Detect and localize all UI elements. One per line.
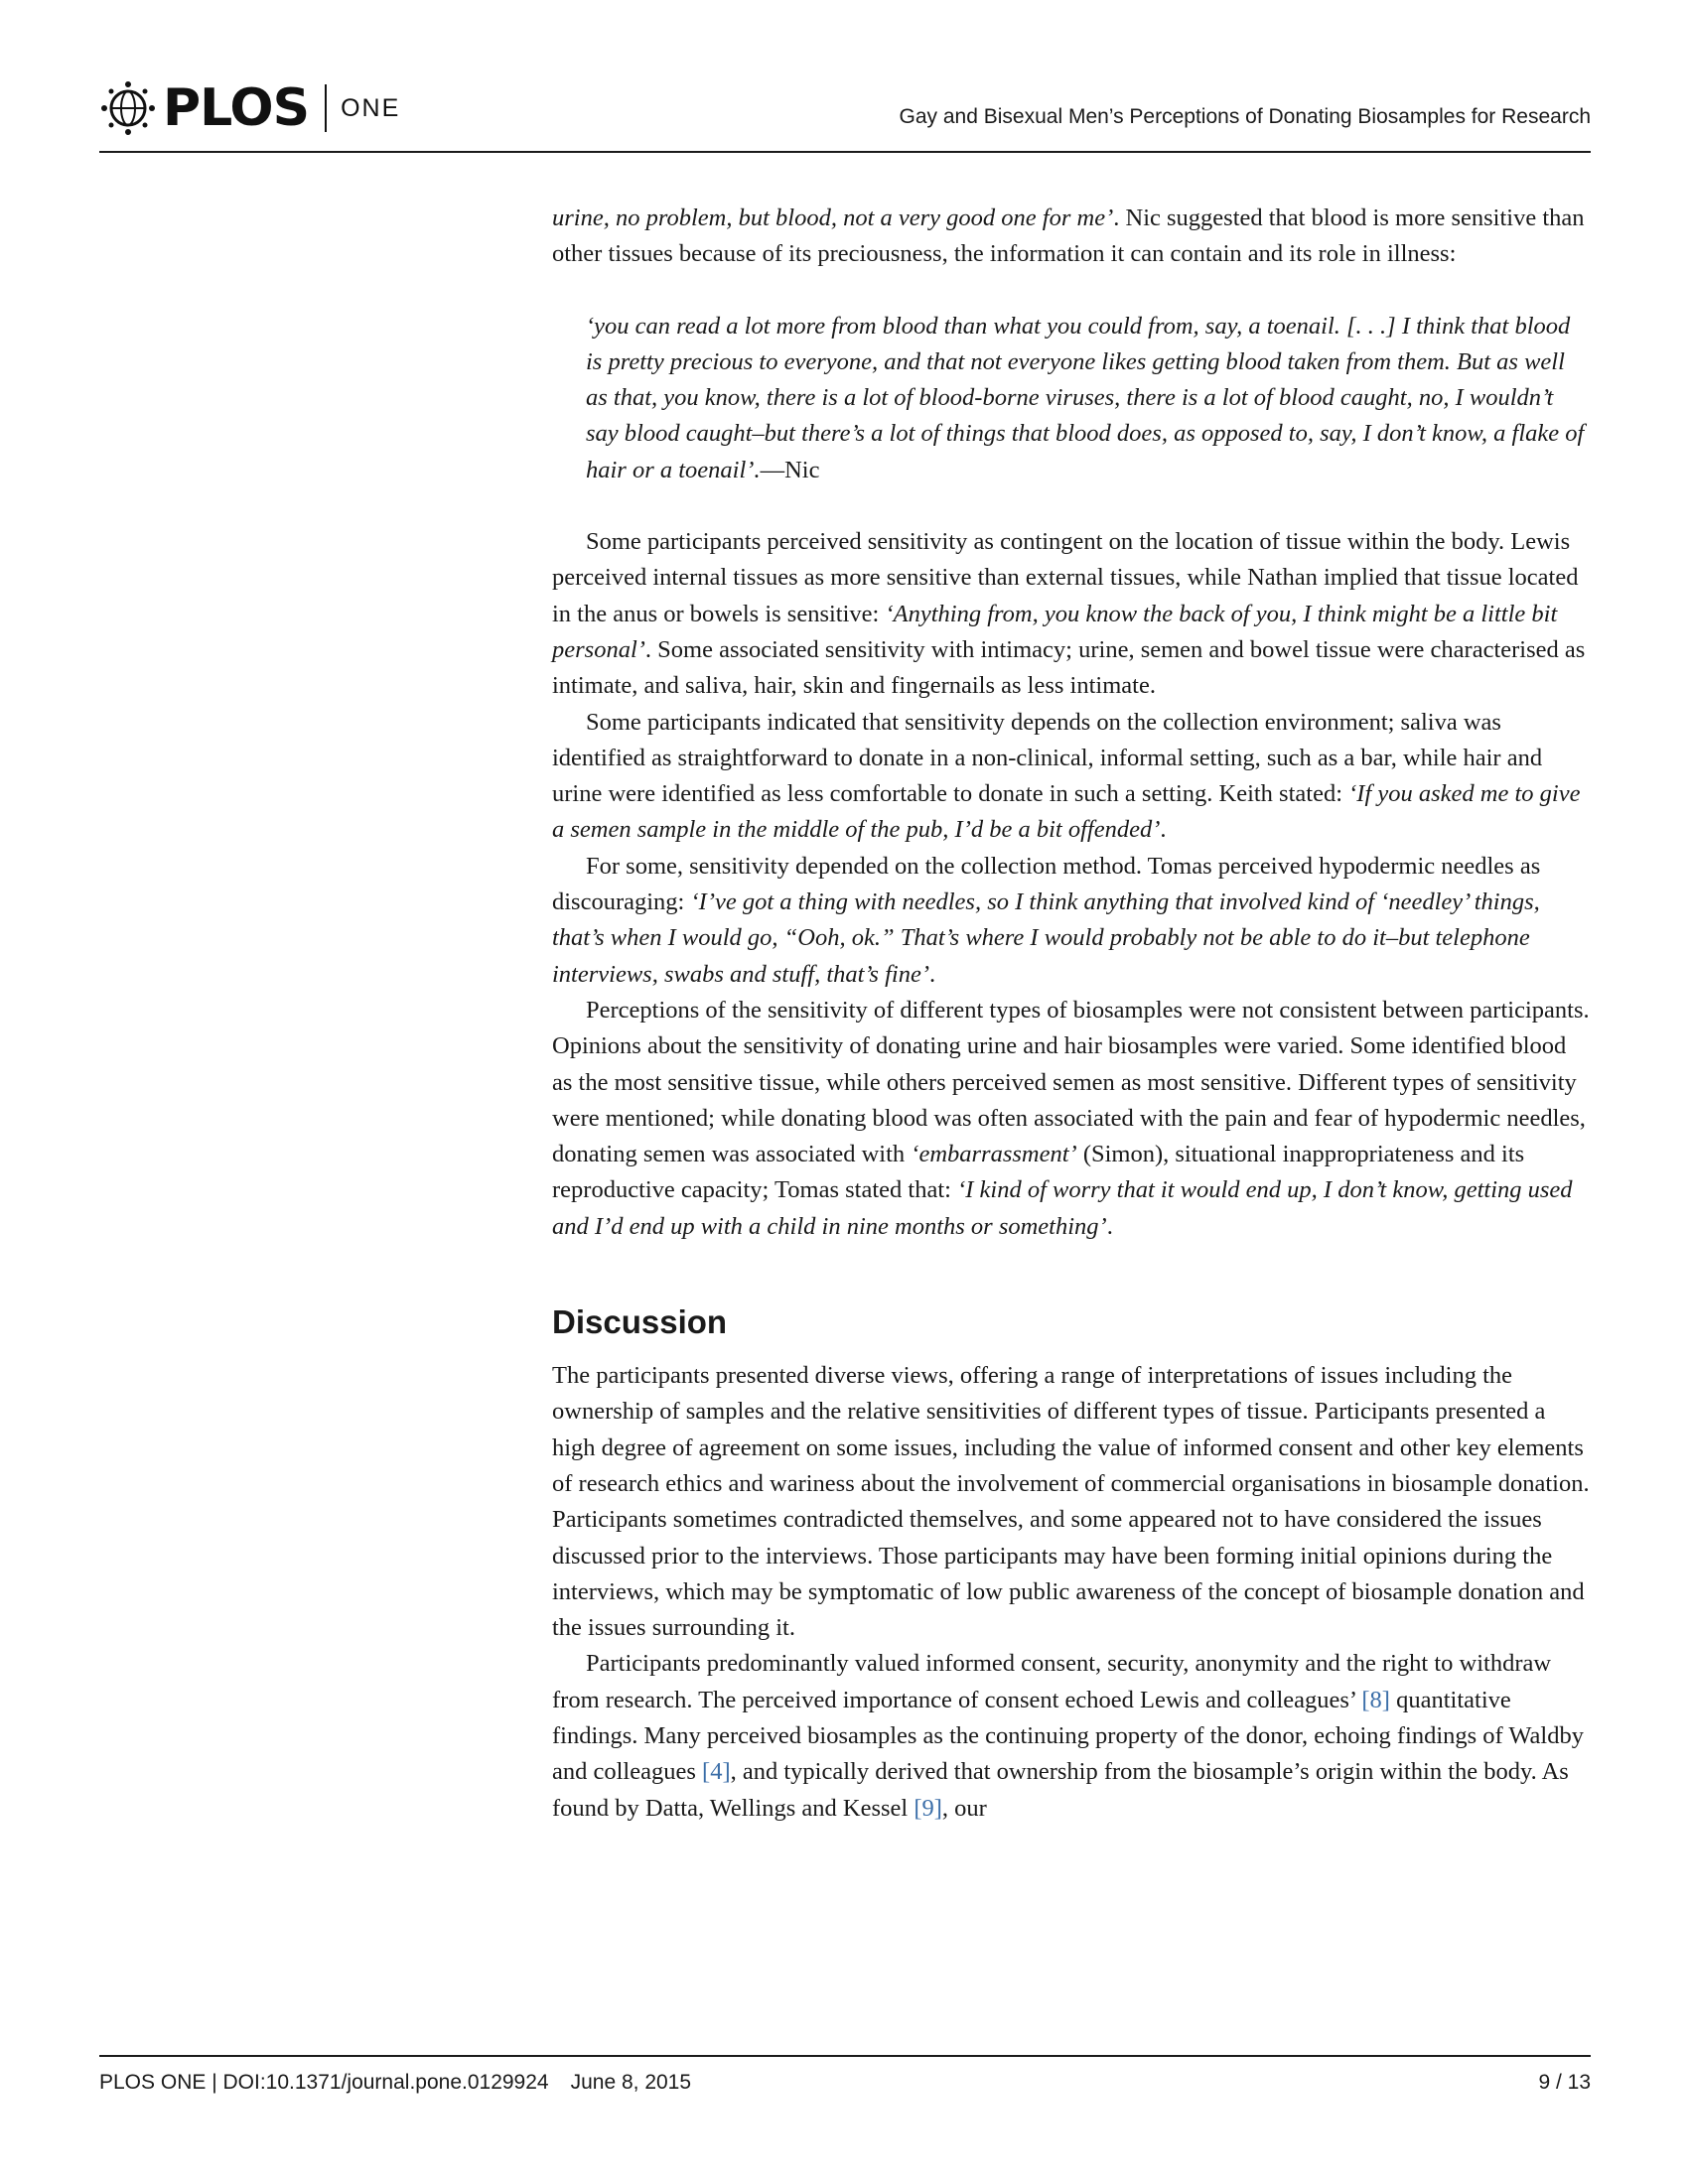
paragraph: Some participants indicated that sensitivity depends on the collection environment; saliva was identified as straightforward to donate in a non-clinical, informal setting, such as a bar, while hair and urine were identified as less comfortable to donate in such a setting. Keith stated: ‘If you asked me to give a semen sample in the middle of the pub, I’d be a bit offended’. [552, 708, 1581, 844]
logo-one-text: ONE [341, 93, 401, 122]
inline-quote: ‘I’ve got a thing with needles, so I think anything that involved kind of ‘needley’ things, that’s when I would go, “Ooh, ok.” That’s where I would probably not be able to do it–but telephone interviews, swabs and stuff, that’s fine’ [552, 888, 1540, 988]
page-header [99, 69, 1591, 153]
plos-one-logo [99, 79, 400, 137]
publication-date: June 8, 2015 [570, 2071, 692, 2094]
inline-quote: ‘Anything from, you know the back of you, I think might be a little bit personal’ [552, 600, 1558, 663]
citation-link[interactable]: [8] [1361, 1686, 1390, 1713]
page-number: 9 / 13 [1538, 2071, 1591, 2094]
citation-link[interactable]: [4] [702, 1758, 731, 1786]
footer-citation [99, 2071, 691, 2095]
inline-quote: ‘embarrassment’ [911, 1141, 1077, 1168]
plos-globe-icon [99, 79, 157, 137]
logo-plos-text: PLOS [163, 78, 310, 138]
paragraph: Some participants perceived sensitivity as contingent on the location of tissue within the body. Lewis perceived internal tissues as more sensitive than external tissues, while Nathan implied that tissue located in the anus or bowels is sensitive: ‘Anything from, you know the back of you, I think might be a little bit personal’. Some associated sensitivity with intimacy; urine, semen and bowel tissue were characterised as intimate, and saliva, hair, skin and fingernails as less intimate. [552, 528, 1586, 700]
page-footer [99, 2055, 1591, 2094]
inline-quote: urine, no problem, but blood, not a very good one for me’ [552, 205, 1114, 231]
inline-quote: ‘I kind of worry that it would end up, I don’t know, getting used and I’d end up with a child in nine months or something’ [552, 1176, 1573, 1240]
paragraph: For some, sensitivity depended on the collection method. Tomas perceived hypodermic needles as discouraging: ‘I’ve got a thing with needles, so I think anything that involved kind of ‘needley’ things, that’s when I would go, “Ooh, ok.” That’s where I would probably not be able to do it–but telephone interviews, swabs and stuff, that’s fine’. [552, 852, 1541, 988]
paragraph: Participants predominantly valued informed consent, security, anonymity and the right to withdraw from research. The perceived importance of consent echoed Lewis and colleagues’ [8] quantitative findings. Many perceived biosamples as the continuing property of the donor, echoing findings of Waldby and colleagues [4], and typically derived that ownership from the biosample’s origin within the body. As found by Datta, Wellings and Kessel [9], our [552, 1650, 1584, 1822]
paragraph: Perceptions of the sensitivity of different types of biosamples were not consistent between participants. Opinions about the sensitivity of donating urine and hair biosamples were varied. Some identified blood as the most sensitive tissue, while others perceived semen as most sensitive. Different types of sensitivity were mentioned; while donating blood was often associated with the pain and fear of hypodermic needles, donating semen was associated with ‘embarrassment’ (Simon), situational inappropriateness and its reproductive capacity; Tomas stated that: ‘I kind of worry that it would end up, I don’t know, getting used and I’d end up with a child in nine months or something’. [552, 996, 1590, 1240]
running-title: Gay and Bisexual Men’s Perceptions of Donating Biosamples for Research [899, 105, 1591, 128]
paragraph: urine, no problem, but blood, not a very good one for me’. Nic suggested that blood is more sensitive than other tissues because of its preciousness, the information it can contain and its role in illness: [552, 205, 1585, 268]
quote-attribution: —Nic [760, 456, 820, 483]
article-body [552, 201, 1591, 1827]
logo-divider [325, 84, 327, 132]
journal-doi: PLOS ONE | DOI:10.1371/journal.pone.0129924 [99, 2071, 549, 2094]
citation-link[interactable]: [9] [914, 1794, 942, 1822]
block-quote: ‘you can read a lot more from blood than what you could from, say, a toenail. [. . .] I think that blood is pretty precious to everyone, and that not everyone likes getting blood taken from them. But as well as that, you know, there is a lot of blood-borne viruses, there is a lot of blood caught, no, I wouldn’t say blood caught–but there’s a lot of things that blood does, as opposed to, say, I don’t know, a flake of hair or a toenail’.—Nic [586, 312, 1585, 483]
paragraph: The participants presented diverse views, offering a range of interpretations of issues including the ownership of samples and the relative sensitivities of different types of tissue. Participants presented a high degree of agreement on some issues, including the value of informed consent and other key elements of research ethics and wariness about the involvement of commercial organisations in biosample donation. Participants sometimes contradicted themselves, and some appeared not to have considered the issues discussed prior to the interviews. Those participants may have been forming initial opinions during the interviews, which may be symptomatic of low public awareness of the concept of biosample donation and the issues surrounding it. [552, 1362, 1590, 1642]
section-heading: Discussion [552, 1303, 728, 1341]
inline-quote: ‘If you asked me to give a semen sample in the middle of the pub, I’d be a bit offended’ [552, 780, 1581, 844]
